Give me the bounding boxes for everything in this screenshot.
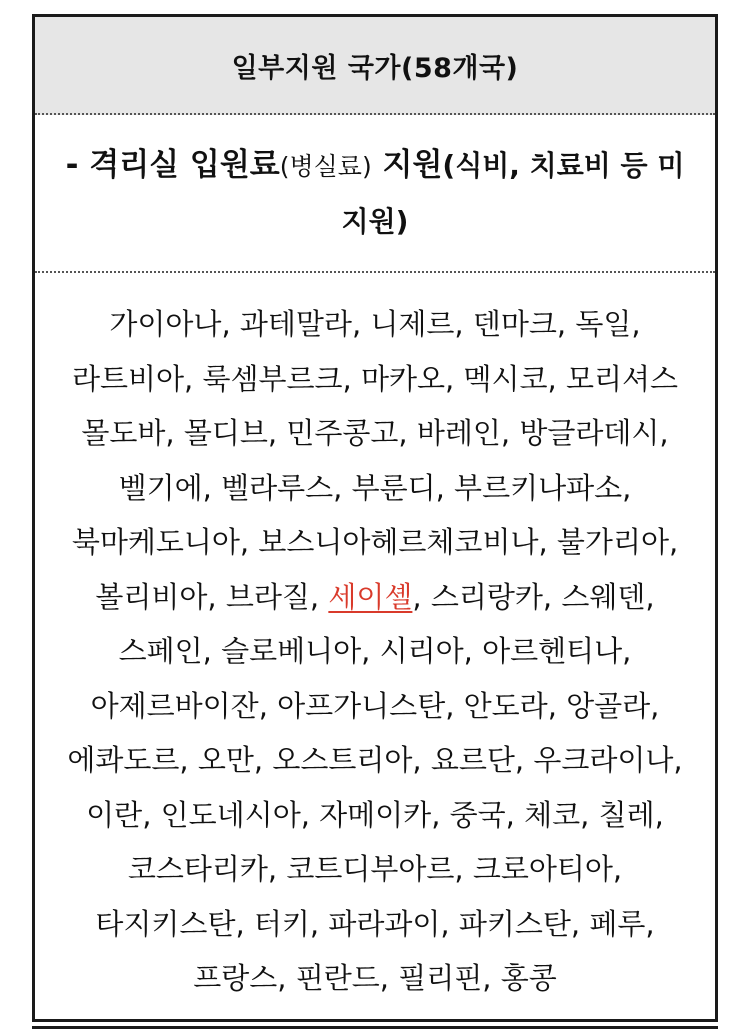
country-list-part-2: , 스리랑카, 스웨덴, 스페인, 슬로베니아, 시리아, 아르헨티나, 아제르바이잔, 아프가니스탄, 안도라, 앙골라, 에콰도르, 오만, 오스트리아, 요르단, 우크라이나, 이란, 인도네시아, 자메이카, 중국, 체코, 칠레, 코스타리카, 코트디부아르, 크로아티아, 타지키스탄, 터키, 파라과이, 파키스탄, 페루, 프랑스, 핀란드, 필리핀, 홍콩 <box>67 579 683 995</box>
country-support-table <box>32 14 718 1022</box>
support-paren: (병실료) <box>279 151 372 181</box>
country-list-part-1: 가이아나, 과테말라, 니제르, 덴마크, 독일, 라트비아, 룩셈부르크, 마카오, 멕시코, 모리셔스 몰도바, 몰디브, 민주콩고, 바레인, 방글라데시, 벨기에, 벨라루스, 부룬디, 부르키나파소, 북마케도니아, 보스니아헤르체코비나, 불가리아, 볼리비아, 브라질, <box>71 307 679 614</box>
support-scope-text <box>65 138 685 249</box>
table-header <box>35 17 715 115</box>
support-suffix: 지원 <box>371 146 443 183</box>
table-bottom-rule <box>32 1026 718 1029</box>
country-highlight-link[interactable]: 세이셸 <box>328 579 413 614</box>
country-list <box>61 297 689 1006</box>
country-list-row <box>35 273 715 1006</box>
support-detail: (식비, 치료비 등 미지원) <box>341 148 685 238</box>
header-title: 일부지원 국가(58개국) <box>231 52 519 84</box>
support-scope-row <box>35 115 715 273</box>
support-prefix: - 격리실 입원료 <box>65 146 280 183</box>
